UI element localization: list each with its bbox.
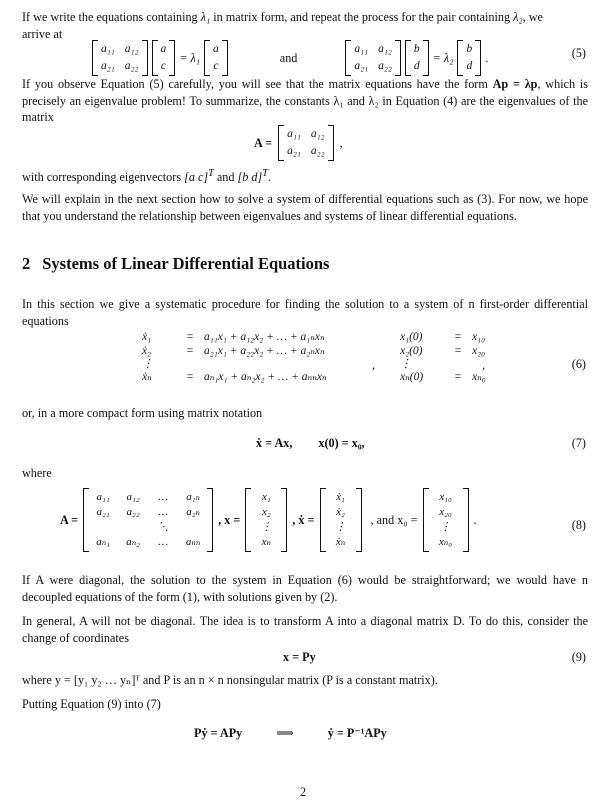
vector-ac-rhs: a c — [204, 40, 228, 76]
putting-sentence: Putting Equation (9) into (7) — [22, 697, 161, 711]
compact-form-sentence: or, in a more compact form using matrix notation — [22, 406, 263, 420]
equation-number-6: (6) — [571, 357, 586, 371]
matrix-a-2x2: a₁₁ a₁₂ a₂₁ a₂₂ — [92, 40, 148, 76]
equation-5 — [92, 40, 488, 76]
equation-number-8: (8) — [571, 518, 586, 532]
eq6-row: ⋮ ⋮ — [142, 358, 412, 370]
matrix-a-nxn: a₁₁ a₁₂ … a₁ₙ a₂₁ a₂₂ … a₂ₙ ⋱ aₙ₁ aₙ₂ … aₙₙ — [83, 488, 213, 552]
eq6-comma-2: , — [482, 358, 486, 372]
equals-lambda1: = λ₁ — [179, 50, 201, 65]
section-heading — [22, 254, 341, 274]
equals-lambda2: = λ₂ — [432, 50, 454, 65]
eq8-x0-label: , and x₀ = — [370, 512, 418, 527]
observe-paragraph: If you observe Equation (5) carefully, you will see that the matrix equations have the form Ap = λp, which is precisely an eigenvalue problem! To summarize, the constants λ₁ and λ₂ in Equation (4) are the eigenvalues of the matrix — [22, 77, 588, 124]
form-ap-lambda-p: Ap = λp — [492, 77, 538, 91]
matrix-a-label: A = — [254, 135, 273, 150]
eq6-row: ẋₙ = aₙ₁x₁ + aₙ₂x₂ + … + aₙₙxₙ xₙ(0) = xₙ₀ — [142, 371, 486, 383]
where-y-paragraph: where y = [y₁ y₂ … yₙ]ᵀ and P is an n × n nonsingular matrix (P is a constant matrix). — [22, 673, 438, 687]
diagonal-paragraph: If A were diagonal, the solution to the system in Equation (6) would be straightforward; we would have n decoupled equations of the form (1), with solutions given by (2). — [22, 573, 588, 604]
intro-text-a: If we write the equations containing — [22, 10, 201, 24]
equation-7 — [256, 436, 365, 451]
final-eq-right: ẏ = P⁻¹APy — [327, 726, 387, 740]
vector-x: x₁ x₂ ⋮ xₙ — [245, 488, 287, 552]
eq8-a-label: A = — [60, 512, 79, 527]
eq7-body: ẋ = Ax, — [256, 436, 293, 450]
equation-number-7: (7) — [571, 436, 586, 450]
vector-bd-rhs: b d — [457, 40, 481, 76]
eq7-initial-condition: x(0) = x₀, — [318, 436, 365, 450]
where-word: where — [22, 466, 52, 480]
equation-9: x = Py — [283, 650, 316, 664]
final-equation — [194, 726, 387, 741]
eq6-comma-1: , — [372, 358, 376, 372]
general-paragraph: In general, A will not be diagonal. The idea is to transform A into a diagonal matrix D. To do this, consider the change of coordinates — [22, 614, 588, 645]
vector-xdot: ẋ₁ ẋ₂ ⋮ ẋₙ — [320, 488, 362, 552]
eq8-xdot-label: , ẋ = — [292, 512, 315, 527]
eigenvector-2: [b d] — [237, 170, 263, 185]
final-eq-left: Pẏ = APy — [194, 726, 243, 740]
page-number: 2 — [300, 785, 307, 799]
next-section-paragraph: We will explain in the next section how to solve a system of differential equations such as (3). For now, we hope that you understand the relationship between eigenvalues and systems of linear differential equations. — [22, 192, 588, 223]
lambda2: λ₂ — [513, 10, 523, 24]
intro-text-b: in matrix form, and repeat the process for the pair containing — [210, 10, 514, 24]
lambda1: λ₁ — [200, 10, 211, 24]
intro-paragraph — [22, 9, 588, 42]
intro-text-line2: arrive at — [22, 26, 63, 41]
equation-number-5: (5) — [571, 46, 586, 60]
equation-8: A = a₁₁ a₁₂ … a₁ₙ a₂₁ a₂₂ … a₂ₙ ⋱ aₙ₁ aₙ₂ … aₙₙ , x = x₁ x₂ ⋮ xₙ , ẋ = ẋ₁ ẋ₂ ⋮ ẋₙ , and x₀ = x₁₀ x₂₀ ⋮ xₙ₀ . — [60, 488, 477, 552]
vector-bd: b d — [405, 40, 429, 76]
eigenvector-1: [a c] — [184, 170, 209, 185]
vector-ac: a c — [152, 40, 176, 76]
equation-number-9: (9) — [571, 650, 586, 664]
equation-6-system — [142, 330, 512, 384]
eq6-row: ẋ₂ = a₂₁x₁ + a₂₂x₂ + … + a₂ₙxₙ x₂(0) = x₂₀ — [142, 345, 486, 357]
section-number: 2 — [22, 254, 31, 273]
matrix-a-definition: A = a₁₁ a₁₂ a₂₁ a₂₂ , — [254, 125, 343, 161]
matrix-a-2x2-second: a₁₁ a₁₂ a₂₁ a₂₂ — [345, 40, 401, 76]
period: . — [485, 50, 489, 65]
vector-x0: x₁₀ x₂₀ ⋮ xₙ₀ — [423, 488, 469, 552]
eq6-row: ẋ₁ = a₁₁x₁ + a₁₂x₂ + … + a₁ₙxₙ x₁(0) = x₁₀ — [142, 331, 486, 343]
eigenvector-sentence: with corresponding eigenvectors [a c]$^T$ and [b d]$^T$. — [22, 168, 271, 185]
implies-arrow: ⟹ — [276, 726, 294, 740]
intro-text-c: , we — [522, 10, 543, 24]
section-intro-paragraph: In this section we give a systematic procedure for finding the solution to a system of n first-order differential equations — [22, 297, 588, 328]
eq8-x-label: , x = — [218, 512, 241, 527]
section-title: Systems of Linear Differential Equations — [42, 254, 330, 273]
and-word: and — [279, 50, 298, 65]
